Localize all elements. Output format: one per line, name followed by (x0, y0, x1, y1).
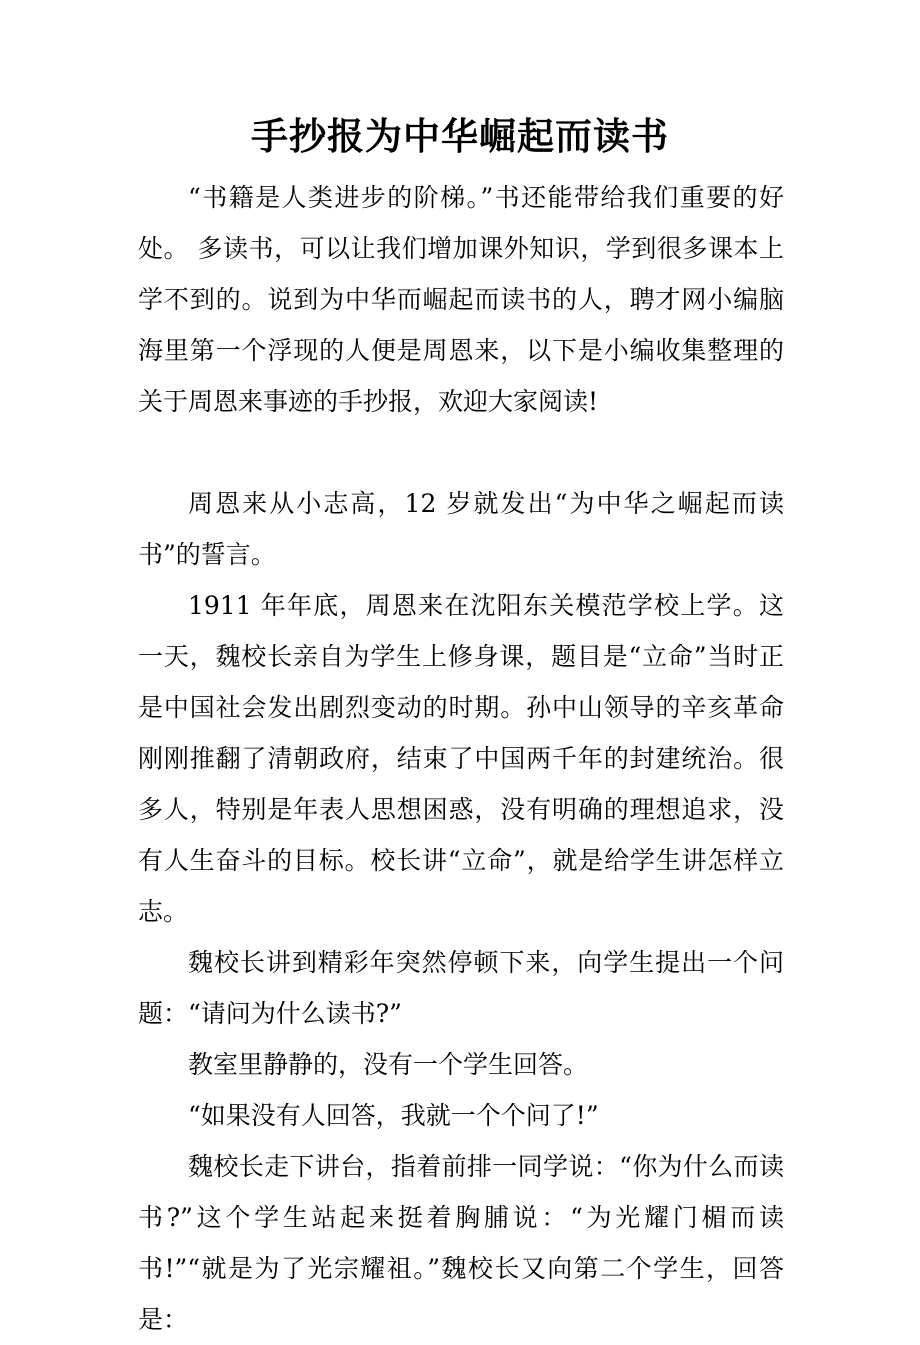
body-paragraph: “如果没有人回答，我就一个个问了!” (188, 1101, 599, 1130)
paragraph-gap (138, 427, 784, 478)
body-paragraph: 1911 年年底，周恩来在沈阳东关模范学校上学。这一天，魏校长亲自为学生上修身课，题目是“立命”当时正是中国社会发出剧烈变动的时期。孙中山领导的辛亥革命刚刚推翻了清朝政府，结束了中国两千年的封建统治。很多人，特别是年表人思想困惑，没有明确的理想追求，没有人生奋斗的目标。校长讲“立命”，就是给学生讲怎样立志。 (138, 591, 784, 926)
document-title: 手抄报为中华崛起而读书 (251, 114, 669, 158)
intro-paragraph: “书籍是人类进步的阶梯。”书还能带给我们重要的好处。 多读书，可以让我们增加课外知识，学到很多课本上学不到的。说到为中华而崛起而读书的人，聘才网小编脑海里第一个浮现的人便是周恩来，以下是小编收集整理的关于周恩来事迹的手抄报，欢迎大家阅读! (138, 183, 784, 416)
document-body (138, 172, 784, 1345)
body-paragraph: 魏校长走下讲台，指着前排一同学说：“你为什么而读书?”这个学生站起来挺着胸脯说：“为光耀门楣而读书!”“就是为了光宗耀祖。”魏校长又向第二个学生，回答是： (138, 1152, 784, 1334)
body-paragraph: 周恩来从小志高，12 岁就发出“为中华之崛起而读书”的誓言。 (138, 489, 784, 569)
body-paragraph: 教室里静静的，没有一个学生回答。 (188, 1050, 589, 1079)
body-paragraph: 魏校长讲到精彩年突然停顿下来，向学生提出一个问题：“请问为什么读书?” (138, 948, 784, 1028)
